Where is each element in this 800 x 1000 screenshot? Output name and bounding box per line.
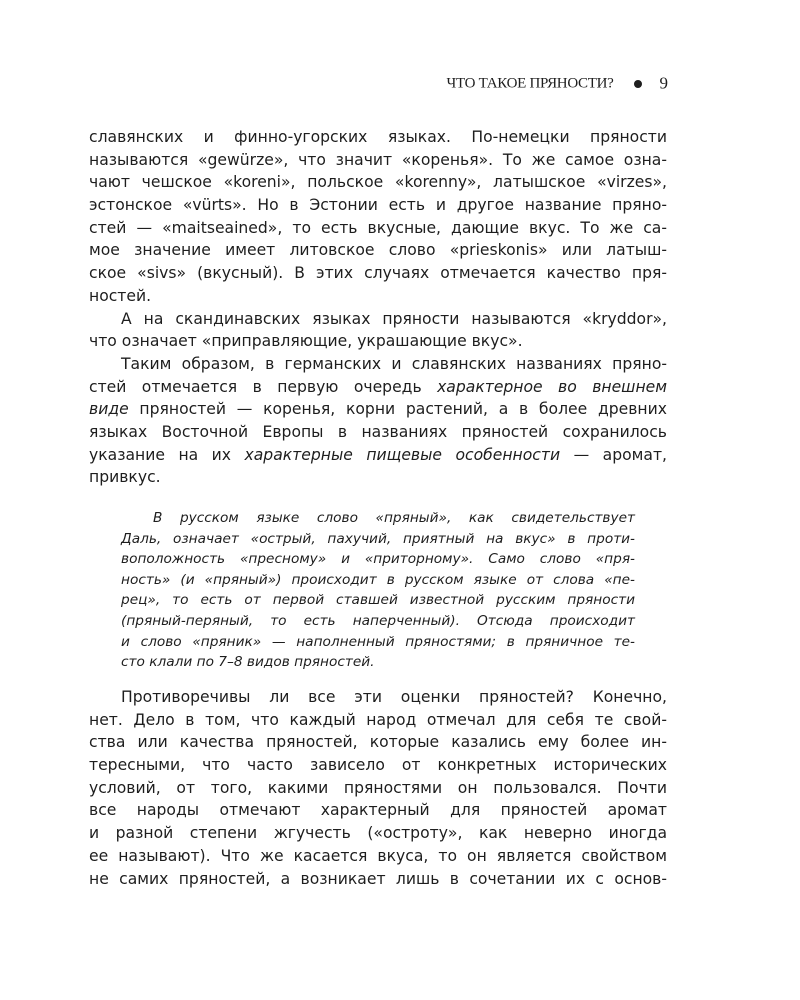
- text-line: [89, 262, 667, 285]
- text-segment: привкус.: [89, 468, 161, 487]
- text-segment: и слово «пряник» — наполненный пряностями; в пряничное те-: [121, 633, 635, 650]
- emphasis-text: характерное во внешнем: [437, 377, 667, 396]
- text-line: [89, 822, 667, 845]
- text-line: [121, 529, 635, 550]
- text-line: [121, 590, 635, 611]
- emphasis-text: характерные пищевые особенности: [244, 445, 561, 464]
- text-segment: стей — «maitseained», то есть вкусные, дающие вкус. То же са-: [89, 218, 667, 237]
- text-segment: ностей.: [89, 286, 152, 305]
- text-segment: Даль, означает «острый, пахучий, приятный на вкус» в проти-: [121, 530, 635, 547]
- text-segment: мое значение имеет литовское слово «prieskonis» или латыш-: [89, 241, 667, 260]
- bullet-separator: [634, 80, 642, 88]
- text-segment: воположность «пресному» и «приторному». Само слово «пря-: [121, 551, 635, 568]
- text-segment: (пряный-перяный, то есть наперченный). Отсюда происходит: [121, 612, 635, 629]
- text-line: [89, 845, 667, 868]
- text-segment: пряностей — коренья, корни растений, а в более древних: [128, 400, 667, 419]
- text-line: [89, 754, 667, 777]
- text-line: [89, 353, 667, 376]
- text-segment: и разной степени жгучесть («остроту», как неверно иногда: [89, 824, 667, 843]
- text-line: [89, 126, 667, 149]
- text-segment: — аромат,: [560, 445, 667, 464]
- text-line: [89, 398, 667, 421]
- text-segment: ность» (и «пряный») происходит в русском языке от слова «пе-: [121, 571, 635, 588]
- text-segment: ское «sivs» (вкусный). В этих случаях отмечается качество пря-: [89, 264, 667, 283]
- text-segment: условий, от того, какими пряностями он пользовался. Почти: [89, 778, 667, 797]
- text-segment: указание на их: [89, 445, 245, 464]
- text-line: [121, 570, 635, 591]
- text-segment: ее называют). Что же касается вкуса, то он является свойством: [89, 846, 667, 865]
- text-line: [89, 466, 667, 489]
- text-segment: все народы отмечают характерный для пряностей аромат: [89, 801, 667, 820]
- text-segment: А на скандинавских языках пряности называются «kryddor»,: [121, 309, 667, 328]
- text-segment: ства или качества пряностей, которые казались ему более ин-: [89, 733, 667, 752]
- paragraph-block: [89, 686, 667, 890]
- text-segment: стей отмечается в первую очередь: [89, 377, 438, 396]
- text-line: [89, 171, 667, 194]
- text-line: [89, 868, 667, 891]
- text-line: [89, 709, 667, 732]
- text-line: [89, 799, 667, 822]
- running-title: ЧТО ТАКОЕ ПРЯНОСТИ?: [446, 75, 614, 92]
- text-line: [89, 308, 667, 331]
- text-line: [121, 508, 635, 529]
- text-segment: чают чешское «koreni», польское «korenny», латышское «virzes»,: [89, 173, 667, 192]
- paragraph-block: [89, 126, 667, 489]
- text-line: [89, 731, 667, 754]
- text-segment: рец», то есть от первой ставшей известной русским пряности: [121, 592, 635, 609]
- running-header: [300, 71, 668, 96]
- text-line: [89, 444, 667, 467]
- text-line: [89, 376, 667, 399]
- text-line: [89, 194, 667, 217]
- text-line: [121, 632, 635, 653]
- page-number: 9: [659, 73, 668, 93]
- text-line: [89, 421, 667, 444]
- text-segment: В русском языке слово «пряный», как свидетельствует: [153, 510, 635, 526]
- text-line: [89, 239, 667, 262]
- text-segment: славянских и финно-угорских языках. По-немецки пряности: [89, 128, 667, 146]
- text-segment: не самих пряностей, а возникает лишь в сочетании их с основ-: [89, 869, 667, 888]
- text-line: [121, 652, 635, 673]
- text-segment: называются «gewürze», что значит «коренья». То же самое озна-: [89, 150, 667, 169]
- text-segment: Таким образом, в германских и славянских названиях пряно-: [121, 354, 667, 373]
- quote-block: [121, 508, 635, 673]
- text-segment: сто клали по 7–8 видов пряностей.: [121, 654, 375, 671]
- text-segment: тересными, что часто зависело от конкретных исторических: [89, 756, 667, 775]
- text-line: [121, 549, 635, 570]
- text-line: [89, 686, 667, 709]
- text-segment: языках Восточной Европы в названиях пряностей сохранилось: [89, 422, 667, 441]
- emphasis-text: виде: [89, 400, 129, 419]
- text-line: [89, 777, 667, 800]
- text-segment: что означает «приправляющие, украшающие вкус».: [89, 332, 523, 351]
- text-line: [89, 149, 667, 172]
- text-line: [89, 217, 667, 240]
- text-segment: эстонское «vürts». Но в Эстонии есть и другое название пряно-: [89, 196, 667, 215]
- text-line: [121, 611, 635, 632]
- text-segment: нет. Дело в том, что каждый народ отмечал для себя те свой-: [89, 710, 667, 729]
- text-line: [89, 285, 667, 308]
- text-line: [89, 330, 667, 353]
- text-segment: Противоречивы ли все эти оценки пряностей? Конечно,: [121, 688, 667, 706]
